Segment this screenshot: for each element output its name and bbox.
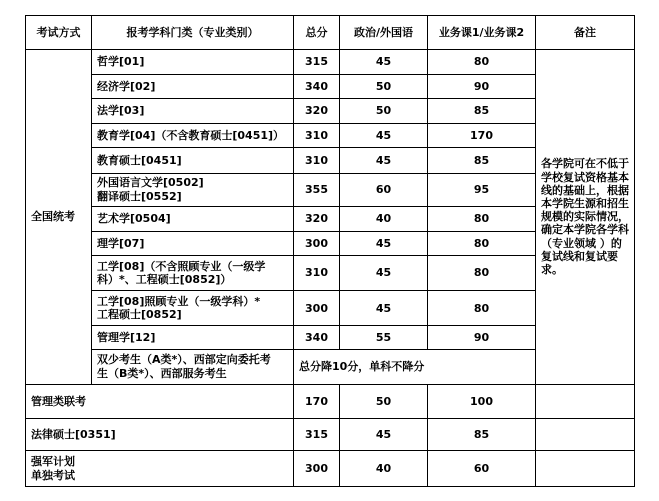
- admission-score-table: [25, 15, 635, 487]
- total-score-cell: 315: [294, 419, 340, 451]
- subject-cell: [92, 206, 294, 232]
- politics-score-cell: 45: [340, 148, 428, 174]
- table-row: [26, 419, 635, 451]
- text-line: 教育学[04]（不含教育硕士[0451]）: [97, 128, 285, 142]
- total-score-cell: 320: [294, 206, 340, 232]
- remark-cell: 各学院可在不低于学校复试资格基本线的基础上，根据本学院生源和招生规模的实际情况，确定本学院各学科（专业领域 ）的复试线和复试要求。: [536, 50, 635, 385]
- subject-cell: [92, 123, 294, 148]
- text-line: 工程硕士[0852]: [97, 308, 182, 322]
- special-score-note: 总分降10分，单科不降分: [294, 349, 536, 384]
- total-score-cell: 170: [294, 384, 340, 419]
- exam-method-cell: [26, 384, 294, 419]
- remark-empty-cell: [536, 384, 635, 419]
- total-score-cell: 320: [294, 99, 340, 124]
- total-score-cell: 300: [294, 291, 340, 326]
- subject-cell: [92, 326, 294, 350]
- total-score-cell: 355: [294, 173, 340, 206]
- total-score-cell: 310: [294, 255, 340, 291]
- total-score-cell: 300: [294, 232, 340, 256]
- header-row: [26, 16, 635, 50]
- subject-cell: [92, 99, 294, 124]
- course-score-cell: 85: [428, 148, 536, 174]
- text-line: 外国语言文学[0502]: [97, 176, 204, 190]
- subject-cell: [92, 173, 294, 206]
- header-politics-foreign: 政治/外国语: [340, 16, 428, 50]
- politics-score-cell: 45: [340, 291, 428, 326]
- text-line: 管理类联考: [31, 394, 86, 408]
- text-line: 工学[08]（不含照顾专业（一级学: [97, 259, 266, 273]
- exam-method-cell: [26, 419, 294, 451]
- text-line: 工学[08]照顾专业（一级学科）*: [97, 295, 261, 309]
- text-line: 单独考试: [31, 468, 75, 482]
- text-line: 管理学[12]: [97, 330, 156, 344]
- politics-score-cell: 45: [340, 50, 428, 75]
- table-row: [26, 384, 635, 419]
- politics-score-cell: 60: [340, 173, 428, 206]
- course-score-cell: 80: [428, 255, 536, 291]
- exam-method-national: 全国统考: [26, 50, 92, 385]
- politics-score-cell: 50: [340, 99, 428, 124]
- subject-cell: [92, 148, 294, 174]
- course-score-cell: 60: [428, 451, 536, 487]
- course-score-cell: 80: [428, 206, 536, 232]
- politics-score-cell: 45: [340, 123, 428, 148]
- text-line: 生（B类*）、西部服务考生: [97, 366, 227, 380]
- subject-cell: [92, 349, 294, 384]
- course-score-cell: 80: [428, 291, 536, 326]
- table-body: [26, 50, 635, 487]
- table-row: [26, 50, 635, 75]
- text-line: 哲学[01]: [97, 55, 145, 69]
- text-line: 强军计划: [31, 455, 75, 469]
- text-line: 艺术学[0504]: [97, 212, 171, 226]
- politics-score-cell: 50: [340, 384, 428, 419]
- subject-cell: [92, 255, 294, 291]
- exam-method-cell: [26, 451, 294, 487]
- course-score-cell: 90: [428, 326, 536, 350]
- text-line: 翻译硕士[0552]: [97, 189, 182, 203]
- text-line: 双少考生（A类*）、西部定向委托考: [97, 353, 271, 367]
- course-score-cell: 80: [428, 232, 536, 256]
- total-score-cell: 300: [294, 451, 340, 487]
- course-score-cell: 90: [428, 74, 536, 99]
- course-score-cell: 85: [428, 419, 536, 451]
- header-total-score: 总分: [294, 16, 340, 50]
- politics-score-cell: 55: [340, 326, 428, 350]
- course-score-cell: 85: [428, 99, 536, 124]
- header-exam-method: 考试方式: [26, 16, 92, 50]
- politics-score-cell: 45: [340, 232, 428, 256]
- total-score-cell: 315: [294, 50, 340, 75]
- politics-score-cell: 45: [340, 255, 428, 291]
- politics-score-cell: 40: [340, 206, 428, 232]
- subject-cell: [92, 291, 294, 326]
- politics-score-cell: 45: [340, 419, 428, 451]
- course-score-cell: 95: [428, 173, 536, 206]
- course-score-cell: 80: [428, 50, 536, 75]
- text-line: 科）*、工程硕士[0852]）: [97, 273, 232, 287]
- table-row: [26, 451, 635, 487]
- course-score-cell: 100: [428, 384, 536, 419]
- total-score-cell: 310: [294, 123, 340, 148]
- subject-cell: [92, 50, 294, 75]
- subject-cell: [92, 232, 294, 256]
- subject-cell: [92, 74, 294, 99]
- text-line: 法学[03]: [97, 104, 145, 118]
- text-line: 经济学[02]: [97, 79, 156, 93]
- header-remark: 备注: [536, 16, 635, 50]
- remark-empty-cell: [536, 451, 635, 487]
- text-line: 教育硕士[0451]: [97, 153, 182, 167]
- total-score-cell: 310: [294, 148, 340, 174]
- course-score-cell: 170: [428, 123, 536, 148]
- total-score-cell: 340: [294, 74, 340, 99]
- politics-score-cell: 40: [340, 451, 428, 487]
- total-score-cell: 340: [294, 326, 340, 350]
- text-line: 理学[07]: [97, 236, 145, 250]
- remark-empty-cell: [536, 419, 635, 451]
- politics-score-cell: 50: [340, 74, 428, 99]
- header-subject-category: 报考学科门类（专业类别）: [92, 16, 294, 50]
- header-course-scores: 业务课1/业务课2: [428, 16, 536, 50]
- text-line: 法律硕士[0351]: [31, 428, 116, 442]
